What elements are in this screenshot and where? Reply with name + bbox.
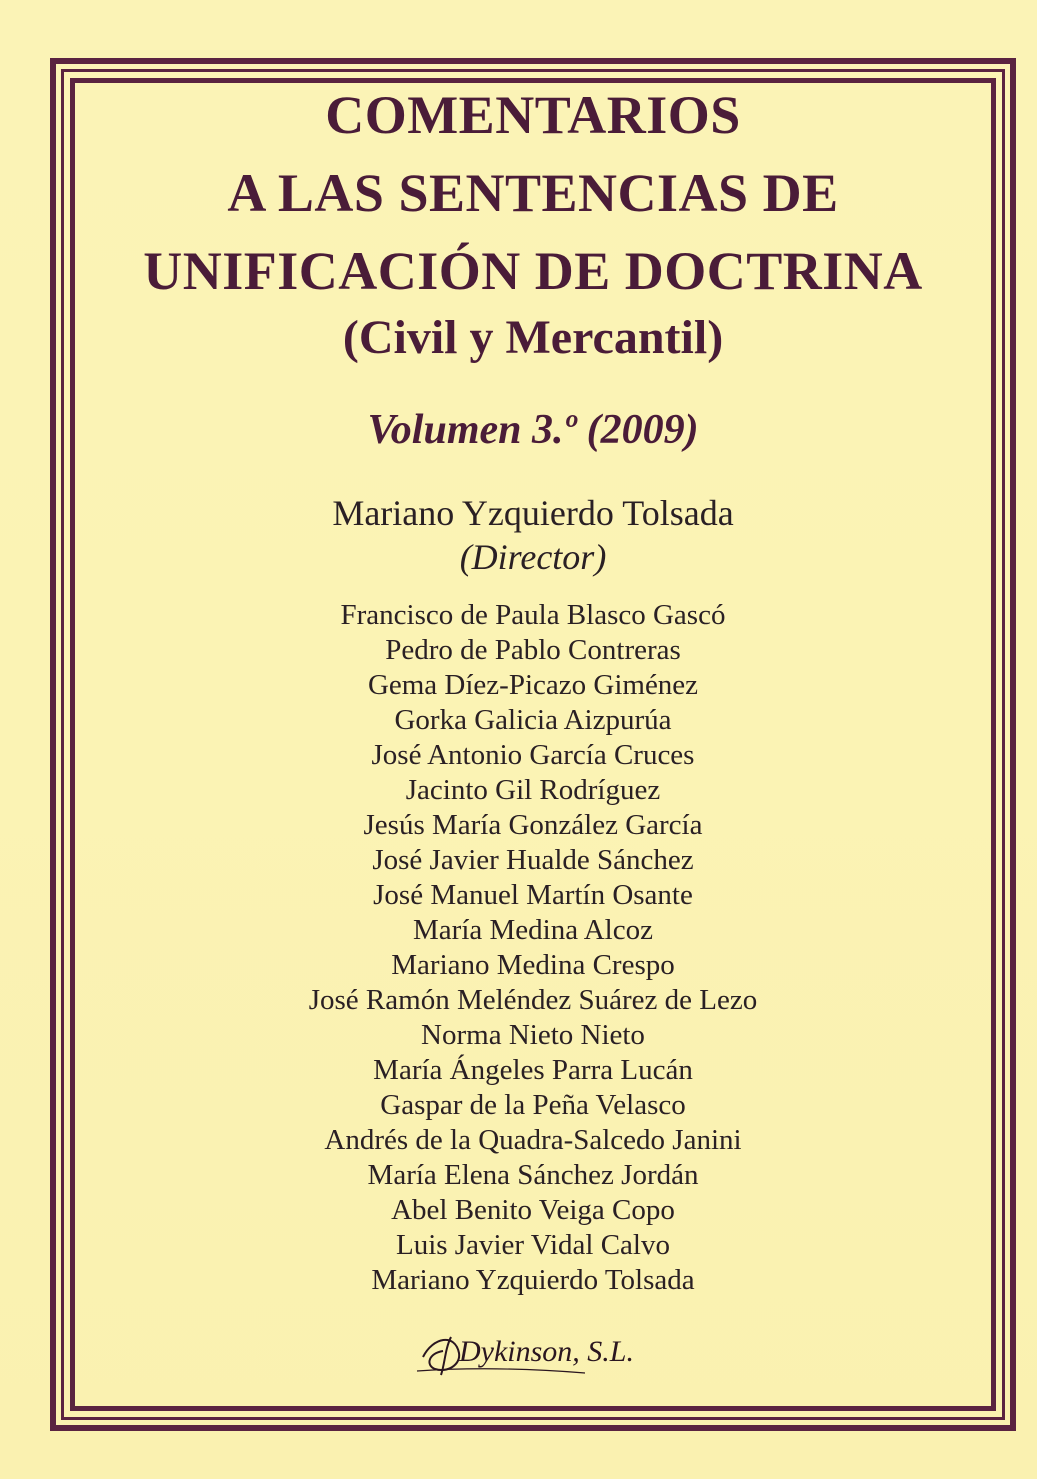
subtitle: (Civil y Mercantil) bbox=[342, 311, 724, 364]
author-name: Mariano Yzquierdo Tolsada bbox=[371, 1264, 695, 1296]
author-name: Jacinto Gil Rodríguez bbox=[405, 774, 661, 806]
author-name: Gorka Galicia Aizpurúa bbox=[394, 704, 672, 736]
author-name: Andrés de la Quadra-Salcedo Janini bbox=[324, 1124, 742, 1156]
title-line-3: UNIFICACIÓN DE DOCTRINA bbox=[143, 241, 923, 301]
author-name: José Manuel Martín Osante bbox=[373, 879, 693, 911]
author-name: Norma Nieto Nieto bbox=[421, 1019, 645, 1051]
author-name: María Medina Alcoz bbox=[413, 914, 653, 946]
author-name: Pedro de Pablo Contreras bbox=[385, 634, 681, 666]
author-name: Gaspar de la Peña Velasco bbox=[380, 1089, 686, 1121]
publisher-name: Dykinson, S.L. bbox=[459, 1335, 634, 1368]
author-name: José Ramón Meléndez Suárez de Lezo bbox=[308, 984, 758, 1016]
volume-label: Volumen 3.º (2009) bbox=[367, 407, 699, 453]
cover-content bbox=[75, 83, 991, 1406]
author-name: María Elena Sánchez Jordán bbox=[367, 1159, 699, 1191]
director-name: Mariano Yzquierdo Tolsada bbox=[332, 493, 734, 533]
author-name: Luis Javier Vidal Calvo bbox=[396, 1229, 670, 1261]
author-name: Francisco de Paula Blasco Gascó bbox=[340, 599, 726, 631]
author-name: Jesús María González García bbox=[363, 809, 703, 841]
author-name: Mariano Medina Crespo bbox=[391, 949, 675, 981]
author-name: María Ángeles Parra Lucán bbox=[373, 1054, 693, 1086]
title-line-1: COMENTARIOS bbox=[325, 85, 741, 145]
author-name: Abel Benito Veiga Copo bbox=[391, 1194, 675, 1226]
author-list bbox=[75, 598, 991, 1298]
author-name: Gema Díez-Picazo Giménez bbox=[367, 669, 699, 701]
author-name: José Javier Hualde Sánchez bbox=[372, 844, 694, 876]
title-line-2: A LAS SENTENCIAS DE bbox=[227, 163, 839, 223]
publisher-logo bbox=[415, 1323, 655, 1383]
director-role: (Director) bbox=[459, 537, 607, 577]
author-name: José Antonio García Cruces bbox=[371, 739, 695, 771]
